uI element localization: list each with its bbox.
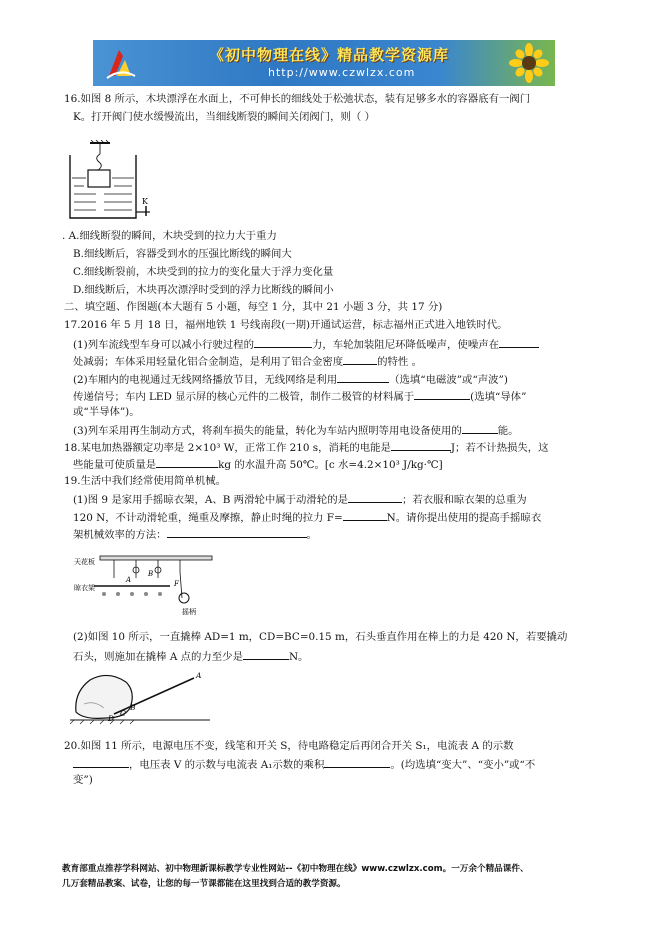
q17-blank-2[interactable]: [499, 337, 539, 348]
q17-part2-line2: 传递信号；车内 LED 显示屏的核心元件的二极管，制作二极管的材料属于 (选填“导体”: [73, 391, 527, 403]
q20-blank-2[interactable]: [324, 757, 390, 768]
q17-stem: 17.2016 年 5 月 18 日，福州地铁 1 号线南段(一期)开通试运营，标志福州正式进入地铁时代。: [64, 319, 508, 331]
figure-8-container-diagram: [66, 140, 166, 232]
q17-blank-6[interactable]: [462, 423, 498, 434]
q20-line1: 20.如图 11 所示，电源电压不变，线笔和开关 S，待电路稳定后再闭合开关 S₁，电流表 A 的示数: [64, 740, 514, 752]
sunflower-icon: [509, 42, 549, 84]
q19-blank-3[interactable]: [167, 527, 307, 538]
figure-10-point-a-label: A: [196, 671, 202, 680]
q19-part2-line2: 石头，则施加在撬棒 A 点的力至少是 N。: [73, 651, 309, 663]
q17-blank-3[interactable]: [343, 354, 377, 365]
q20-line2: ，电压表 V 的示数与电流表 A₁示数的乘积 。(均选填“变大”、“变小”或“不: [73, 757, 535, 772]
q19-part1-line2: 120 N，不计动滑轮重，绳重及摩擦，静止时绳的拉力 F= N。请你提出使用的提高手摇晾衣: [73, 512, 542, 524]
q19-blank-1[interactable]: [348, 492, 402, 503]
q20-blank-1[interactable]: [73, 757, 129, 768]
q17-part2-line1: (2)车厢内的电视通过无线网络播放节目，无线网络是利用 （选填“电磁波”或“声波”): [73, 374, 508, 386]
q18-blank-1[interactable]: [391, 440, 451, 451]
q17-blank-1[interactable]: [254, 337, 312, 348]
figure-9-force-label: F: [174, 580, 179, 588]
q17-blank-4[interactable]: [337, 372, 389, 383]
q17-blank-5[interactable]: [414, 389, 470, 400]
q18-line2: 些能量可使质量是 kg 的水温升高 50℃。[c 水=4.2×10³ J/kg·℃]: [73, 459, 443, 471]
banner-url[interactable]: http://www.czwlzx.com: [268, 66, 416, 79]
figure-9-clothes-rack-diagram: [74, 552, 224, 616]
q17-part1-line1: (1)列车流线型车身可以减小行驶过程的 力，车轮加装阻尼环降低噪声，使噪声在: [73, 337, 539, 352]
figure-9-handle-label: 摇柄: [182, 608, 196, 616]
header-banner: [93, 40, 555, 86]
q20-line3: 变”): [73, 774, 93, 786]
banner-title: 《初中物理在线》精品教学资源库: [209, 46, 450, 64]
q18-blank-2[interactable]: [156, 457, 218, 468]
q17-part2-line3: 或“半导体”)。: [73, 406, 140, 418]
q16-option-b: B.细线断后，容器受到水的压强比断线的瞬间大: [73, 248, 292, 260]
q16-stem-line2: K。打开阀门使水缓慢流出，当细线断裂的瞬间关闭阀门，则（ ）: [73, 111, 375, 123]
figure-10-point-b-label: B: [130, 703, 136, 712]
figure-10-crowbar-diagram: [70, 664, 210, 726]
footer-line1: 教育部重点推荐学科网站、初中物理新课标教学专业性网站--《初中物理在线》www.czwlzx.com。一万余个精品课件、: [62, 864, 529, 874]
q19-part1-line1: (1)图 9 是家用手摇晾衣架，A、B 两滑轮中属于动滑轮的是 ；若衣服和晾衣架的总重为: [73, 494, 527, 506]
q16-option-a: . A.细线断裂的瞬间，木块受到的拉力大于重力: [62, 230, 277, 242]
figure-10-point-d-label: D: [108, 714, 115, 723]
q17-part3: (3)列车采用再生制动方式，将刹车损失的能量，转化为车站内照明等用电设备使用的 能。: [73, 425, 519, 437]
q19-blank-2[interactable]: [343, 510, 387, 521]
q17-part1-line2: 处减弱；车体采用轻量化铝合金制造，是利用了铝合金密度 的特性 。: [73, 356, 423, 368]
q16-option-c: C.细线断裂前，木块受到的拉力的变化量大于浮力变化量: [73, 266, 334, 278]
q19-blank-4[interactable]: [243, 649, 289, 660]
q19-stem: 19.生活中我们经常使用简单机械。: [64, 475, 226, 487]
q19-part2-line1: (2)如图 10 所示，一直撬棒 AD=1 m，CD=BC=0.15 m，石头垂直作用在棒上的力是 420 N，若要撬动: [73, 631, 568, 643]
section-2-heading: 二、填空题、作图题(本大题有 5 小题，每空 1 分，其中 21 小题 3 分，共 17 分): [64, 301, 443, 313]
q18-line1: 18.某电加热器额定功率是 2×10³ W，正常工作 210 s，消耗的电能是 J；若不计热损失，这: [64, 442, 549, 454]
figure-8-valve-label: K: [142, 197, 148, 206]
logo-icon: [103, 46, 137, 80]
q16-option-d: D.细线断后，木块再次漂浮时受到的浮力比断线的瞬间小: [73, 284, 334, 296]
footer-line2: 几万套精品教案、试卷，让您的每一节课都能在这里找到合适的教学资源。: [62, 879, 346, 889]
figure-9-ceiling-label: 天花板: [74, 558, 95, 566]
q19-part1-line3: 架机械效率的方法： 。: [73, 529, 317, 541]
figure-10-point-c-label: C: [120, 709, 126, 718]
figure-9-pulley-b-label: B: [148, 570, 154, 578]
q16-stem-line1: 16.如图 8 所示，木块漂浮在水面上，不可伸长的细线处于松弛状态，装有足够多水的容器底有一阀门: [64, 93, 531, 105]
figure-9-rack-label: 晾衣架: [74, 584, 95, 592]
figure-9-pulley-a-label: A: [126, 576, 132, 584]
